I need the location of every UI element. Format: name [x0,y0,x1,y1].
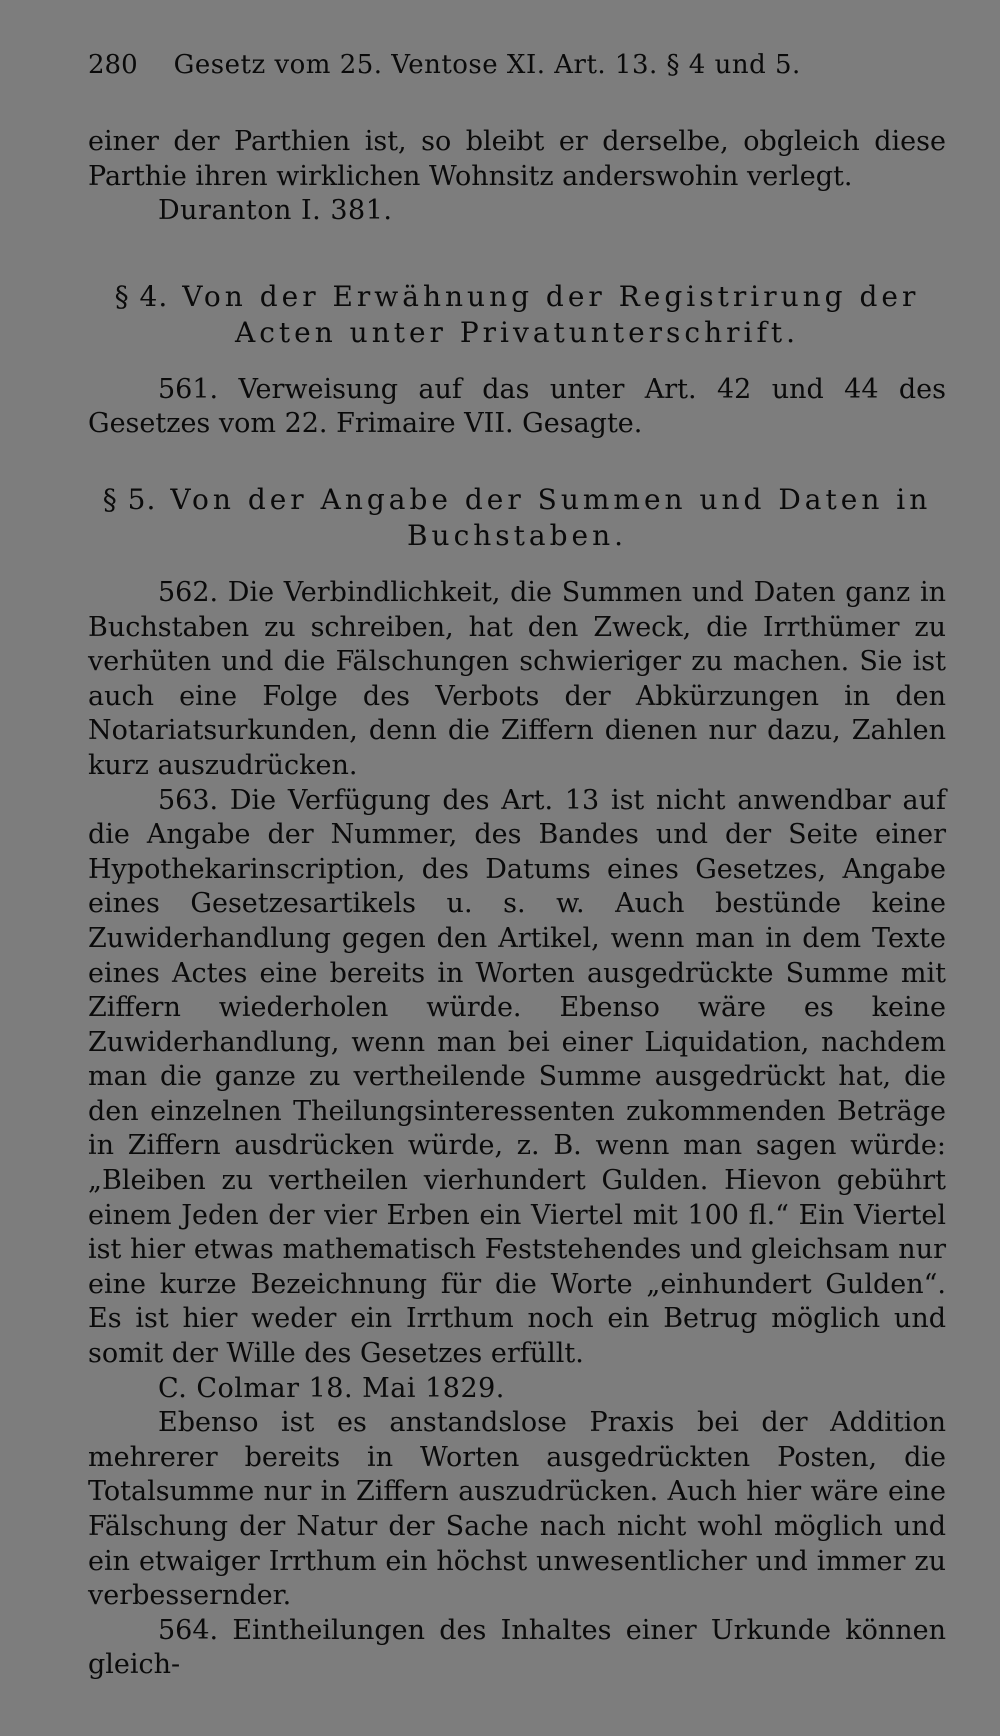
paragraph-562: 562. Die Verbindlichkeit, die Summen und Daten ganz in Buchstaben zu schreiben, hat den Zweck, die Irrthümer zu verhüten und die Fälschungen schwieriger zu machen. Sie ist auch eine Folge des Verbots der Abkürzungen in den Notariatsurkunden, denn die Ziffern dienen nur dazu, Zahlen kurz auszudrücken. [88,576,946,781]
section-heading-4 [88,279,946,351]
paragraph-561: 561. Verweisung auf das unter Art. 42 und 44 des Gesetzes vom 22. Frimaire VII. Gesagte. [88,373,946,440]
continuation-paragraph: einer der Parthien ist, so bleibt er derselbe, obgleich diese Parthie ihren wirklichen Wohnsitz anderswohin verlegt. [88,126,946,192]
page-number: 280 [88,50,138,80]
paragraph-563: 563. Die Verfügung des Art. 13 ist nicht anwendbar auf die Angabe der Nummer, des Bandes und der Seite einer Hypothekarinscription, des Datums eines Gesetzes, Angabe eines Gesetzesartikels u. s. w. Auch bestünde keine Zuwiderhandlung gegen den Artikel, wenn man in dem Texte eines Actes eine bereits in Worten ausgedrückte Summe mit Ziffern wiederholen würde. Ebenso wäre es keine Zuwiderhandlung, wenn man bei einer Liquidation, nachdem man die ganze zu vertheilende Summe ausgedrückt hat, die den einzelnen Theilungsinteressenten zukommenden Beträge in Ziffern ausdrücken würde, z. B. wenn man sagen würde: „Bleiben zu vertheilen vierhundert Gulden. Hievon gebührt einem Jeden der vier Erben ein Viertel mit 100 fl.“ Ein Viertel ist hier etwas mathematisch Feststehendes und gleichsam nur eine kurze Bezeichnung für die Worte „einhundert Gulden“. Es ist hier weder ein Irrthum noch ein Betrug möglich und somit der Wille des Gesetzes erfüllt. [88,784,946,1370]
running-head [88,48,946,88]
section-title: Von der Erwähnung der Registrirung der Acten unter Privatunterschrift. [182,279,920,349]
section-title: Von der Angabe der Summen und Daten in Buchstaben. [170,482,932,552]
citation-reference: Duranton I. 381. [158,195,393,227]
section-heading-5 [88,482,946,554]
running-head-title: Gesetz vom 25. Ventose XI. Art. 13. § 4 und 5. [173,50,801,80]
section-number: § 4. [114,279,169,313]
section-number: § 5. [102,482,157,516]
paragraph-564: 564. Eintheilungen des Inhaltes einer Urkunde können gleich- [88,1614,946,1681]
citation-reference: C. Colmar 18. Mai 1829. [158,1372,505,1404]
book-page [88,48,946,1683]
paragraph-practice: Ebenso ist es anstandslose Praxis bei der Addition mehrerer bereits in Worten ausgedrückten Posten, die Totalsumme nur in Ziffern auszudrücken. Auch hier wäre eine Fälschung der Natur der Sache nach nicht wohl möglich und ein etwaiger Irrthum ein höchst unwesentlicher und immer zu verbessernder. [88,1407,946,1612]
